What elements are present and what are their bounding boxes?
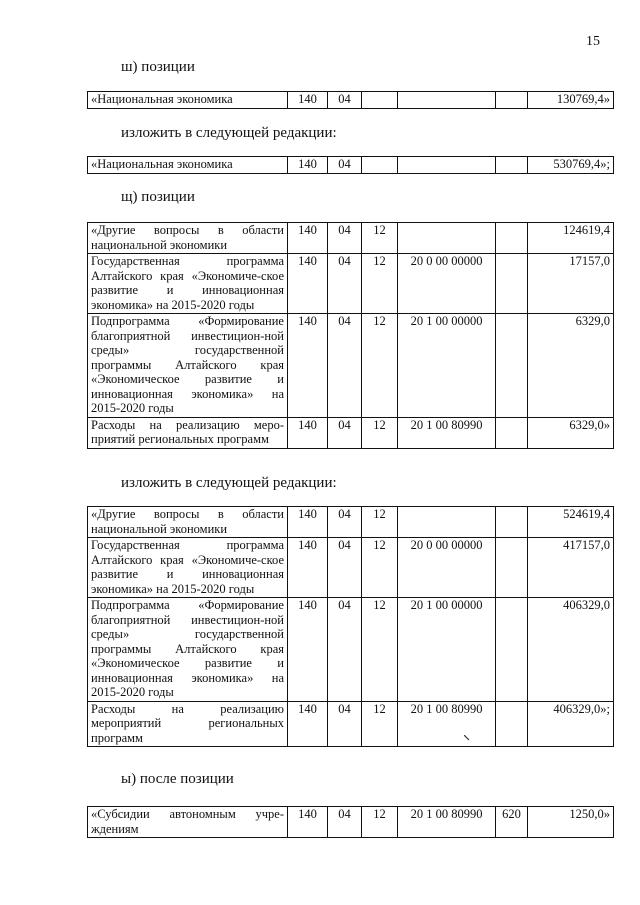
row-name: Расходы на реализацию мероприятий региональных программ xyxy=(88,701,288,747)
table-row xyxy=(88,254,614,314)
row-name: Подпрограмма «Формирование благоприятной инвестицион-ной среды» государственной программы Алтайского края «Экономическое развитие и инновационная экономика» на 2015-2020 годы xyxy=(88,598,288,702)
row-name: Государственная программа Алтайского края «Экономиче-ское развитие и инновационная экономика» на 2015-2020 годы xyxy=(88,254,288,314)
table-row xyxy=(88,538,614,598)
row-ps: 12 xyxy=(362,314,398,418)
table-row xyxy=(88,701,614,747)
table-row xyxy=(88,92,614,109)
row-csr: 20 1 00 00000 xyxy=(398,314,496,418)
row-csr: 20 0 00 00000 xyxy=(398,254,496,314)
row-csr: 20 1 00 00000 xyxy=(398,598,496,702)
row-pr: 04 xyxy=(328,92,362,109)
row-name: «Субсидии автономным учре-ждениям xyxy=(88,807,288,838)
row-sum: 417157,0 xyxy=(528,538,614,598)
row-rz: 140 xyxy=(288,254,328,314)
row-ps: 12 xyxy=(362,254,398,314)
table-sh-new xyxy=(87,156,614,174)
row-vr xyxy=(496,417,528,448)
row-sum: 406329,0 xyxy=(528,598,614,702)
row-sum: 530769,4»; xyxy=(528,157,614,174)
row-csr: 20 0 00 00000 xyxy=(398,538,496,598)
row-ps: 12 xyxy=(362,598,398,702)
row-rz: 140 xyxy=(288,314,328,418)
row-rz: 140 xyxy=(288,157,328,174)
row-rz: 140 xyxy=(288,807,328,838)
row-pr: 04 xyxy=(328,314,362,418)
table-sh-old xyxy=(87,91,614,109)
table-row xyxy=(88,223,614,254)
row-rz: 140 xyxy=(288,598,328,702)
row-pr: 04 xyxy=(328,254,362,314)
row-vr xyxy=(496,92,528,109)
section-shch-new-heading: изложить в следующей редакции: xyxy=(121,475,337,491)
row-ps: 12 xyxy=(362,223,398,254)
row-sum: 130769,4» xyxy=(528,92,614,109)
row-pr: 04 xyxy=(328,807,362,838)
section-shch-heading: щ) позиции xyxy=(121,189,195,205)
row-name: Государственная программа Алтайского края «Экономиче-ское развитие и инновационная экономика» на 2015-2020 годы xyxy=(88,538,288,598)
table-row xyxy=(88,507,614,538)
row-csr xyxy=(398,157,496,174)
row-pr: 04 xyxy=(328,538,362,598)
table-shch-new xyxy=(87,506,614,747)
row-rz: 140 xyxy=(288,92,328,109)
row-sum: 6329,0» xyxy=(528,417,614,448)
row-rz: 140 xyxy=(288,417,328,448)
row-rz: 140 xyxy=(288,701,328,747)
row-vr xyxy=(496,701,528,747)
section-sh-heading: ш) позиции xyxy=(121,59,195,75)
section-sh-new-heading: изложить в следующей редакции: xyxy=(121,125,337,141)
row-sum: 406329,0»; xyxy=(528,701,614,747)
row-name: «Другие вопросы в области национальной экономики xyxy=(88,507,288,538)
page-number: 15 xyxy=(586,34,600,49)
row-ps xyxy=(362,92,398,109)
row-csr xyxy=(398,223,496,254)
table-row xyxy=(88,807,614,838)
table-shch-old xyxy=(87,222,614,449)
row-pr: 04 xyxy=(328,507,362,538)
row-ps: 12 xyxy=(362,538,398,598)
table-row xyxy=(88,314,614,418)
row-vr xyxy=(496,223,528,254)
row-sum: 524619,4 xyxy=(528,507,614,538)
row-vr xyxy=(496,157,528,174)
row-ps: 12 xyxy=(362,417,398,448)
row-csr xyxy=(398,92,496,109)
row-ps xyxy=(362,157,398,174)
table-row xyxy=(88,598,614,702)
row-sum: 124619,4 xyxy=(528,223,614,254)
table-row xyxy=(88,157,614,174)
row-ps: 12 xyxy=(362,807,398,838)
row-sum: 1250,0» xyxy=(528,807,614,838)
table-row xyxy=(88,417,614,448)
row-sum: 17157,0 xyxy=(528,254,614,314)
row-csr: 20 1 00 80990 xyxy=(398,807,496,838)
row-ps: 12 xyxy=(362,507,398,538)
row-name: «Другие вопросы в области национальной экономики xyxy=(88,223,288,254)
row-csr xyxy=(398,507,496,538)
row-name: «Национальная экономика xyxy=(88,157,288,174)
row-vr: 620 xyxy=(496,807,528,838)
row-vr xyxy=(496,254,528,314)
row-pr: 04 xyxy=(328,701,362,747)
row-sum: 6329,0 xyxy=(528,314,614,418)
row-name: «Национальная экономика xyxy=(88,92,288,109)
row-pr: 04 xyxy=(328,223,362,254)
row-rz: 140 xyxy=(288,223,328,254)
row-pr: 04 xyxy=(328,417,362,448)
row-csr: 20 1 00 80990 xyxy=(398,701,496,747)
row-vr xyxy=(496,314,528,418)
row-vr xyxy=(496,507,528,538)
row-rz: 140 xyxy=(288,538,328,598)
row-pr: 04 xyxy=(328,157,362,174)
row-ps: 12 xyxy=(362,701,398,747)
row-name: Расходы на реализацию меро-приятий региональных программ xyxy=(88,417,288,448)
section-y-heading: ы) после позиции xyxy=(121,771,234,787)
row-rz: 140 xyxy=(288,507,328,538)
row-vr xyxy=(496,538,528,598)
table-y xyxy=(87,806,614,838)
row-name: Подпрограмма «Формирование благоприятной инвестицион-ной среды» государственной программы Алтайского края «Экономическое развитие и инновационная экономика» на 2015-2020 годы xyxy=(88,314,288,418)
row-csr: 20 1 00 80990 xyxy=(398,417,496,448)
scan-mark xyxy=(464,735,470,741)
row-pr: 04 xyxy=(328,598,362,702)
row-vr xyxy=(496,598,528,702)
